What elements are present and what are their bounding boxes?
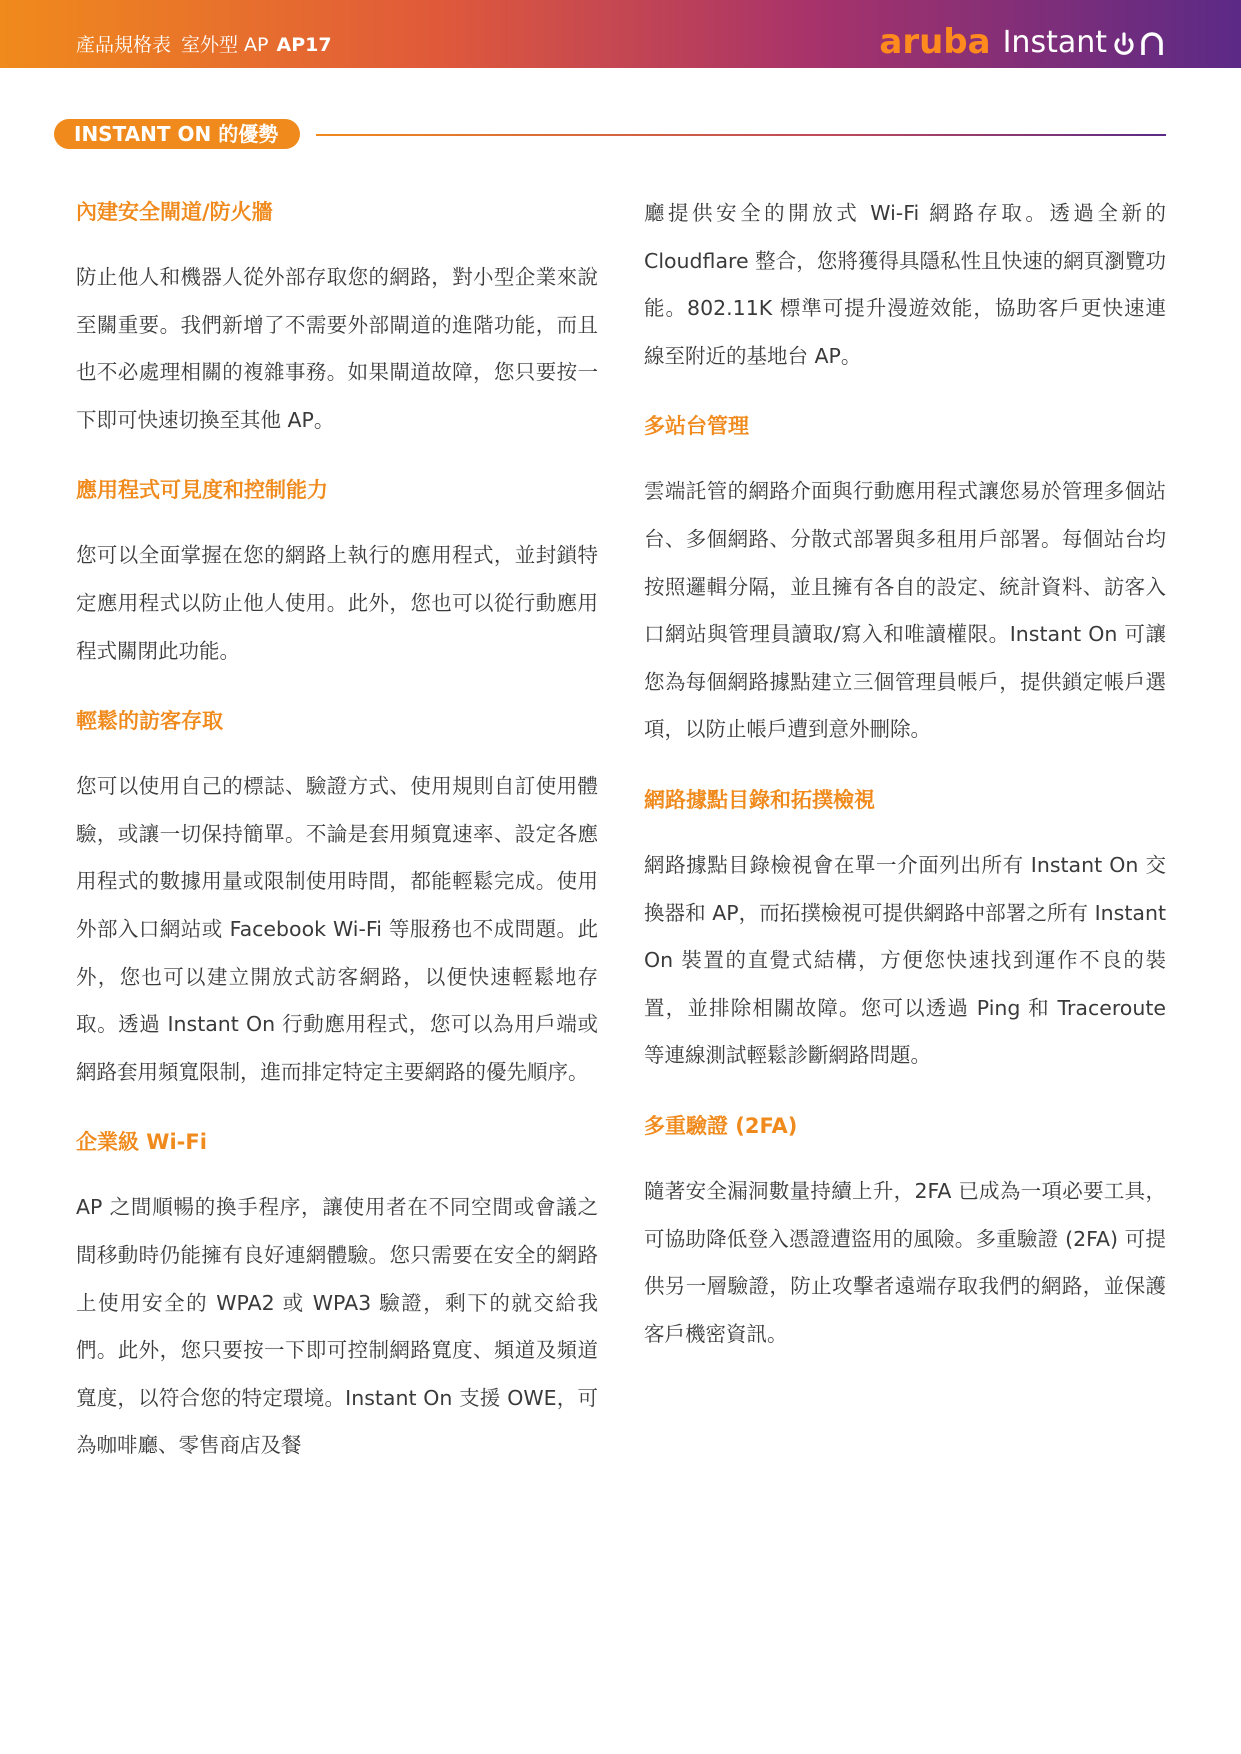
section-header bbox=[54, 119, 1166, 149]
right-column bbox=[644, 190, 1166, 1358]
header-title bbox=[76, 30, 332, 57]
power-on-icon bbox=[1111, 31, 1137, 57]
body-2fa: 隨著安全漏洞數量持續上升，2FA 已成為一項必要工具，可協助降低登入憑證遭盜用的風險。多重驗證 (2FA) 可提供另一層驗證，防止攻擊者遠端存取我們的網路，並保護客戶機密資訊。 bbox=[644, 1178, 1166, 1346]
aruba-wordmark: aruba bbox=[879, 22, 991, 62]
section-title: INSTANT ON 的優勢 bbox=[54, 119, 300, 149]
section-divider bbox=[316, 134, 1166, 136]
heading-secure-gateway: 內建安全閘道/防火牆 bbox=[76, 200, 273, 224]
body-guest-access: 您可以使用自己的標誌、驗證方式、使用規則自訂使用體驗，或讓一切保持簡單。不論是套用頻寬速率、設定各應用程式的數據用量或限制使用時間，都能輕鬆完成。使用外部入口網站或 Facebook Wi-Fi 等服務也不成問題。此外，您也可以建立開放式訪客網路，以便快速輕鬆地存取。透過 Instant On 行動應用程式，您可以為用戶端或網路套用頻寬限制，進而排定特定主要網路的優先順序。 bbox=[76, 774, 598, 1084]
body-secure-gateway: 防止他人和機器人從外部存取您的網路，對小型企業來說至關重要。我們新增了不需要外部閘道的進階功能，而且也不必處理相關的複雜事務。如果閘道故障，您只要按一下即可快速切換至其他 AP。 bbox=[76, 265, 598, 432]
body-app-visibility: 您可以全面掌握在您的網路上執行的應用程式，並封鎖特定應用程式以防止他人使用。此外，您也可以從行動應用程式關閉此功能。 bbox=[76, 543, 598, 663]
page-header bbox=[0, 0, 1241, 68]
body-multi-site: 雲端託管的網路介面與行動應用程式讓您易於管理多個站台、多個網路、分散式部署與多租用戶部署。每個站台均按照邏輯分隔，並且擁有各自的設定、統計資料、訪客入口網站與管理員讀取/寫入和唯讀權限。Instant On 可讓您為每個網路據點建立三個管理員帳戶，提供鎖定帳戶選項，以防止帳戶遭到意外刪除。 bbox=[644, 479, 1166, 742]
body-topology: 網路據點目錄檢視會在單一介面列出所有 Instant On 交換器和 AP，而拓撲檢視可提供網路中部署之所有 Instant On 裝置的直覺式結構，方便您快速找到運作不良的裝置，並排除相關故障。您可以透過 Ping 和 Traceroute 等連線測試輕鬆診斷網路問題。 bbox=[644, 852, 1166, 1068]
n-glyph-icon bbox=[1139, 31, 1165, 57]
heading-guest-access: 輕鬆的訪客存取 bbox=[76, 709, 223, 734]
model-label: AP17 bbox=[276, 34, 332, 56]
heading-topology: 網路據點目錄和拓撲檢視 bbox=[644, 787, 875, 812]
heading-2fa: 多重驗證 (2FA) bbox=[644, 1113, 798, 1138]
body-enterprise-wifi-cont: 廳提供安全的開放式 Wi-Fi 網路存取。透過全新的 Cloudflare 整合，您將獲得具隱私性且快速的網頁瀏覽功能。802.11K 標準可提升漫遊效能，協助客戶更快速連線至附近的基地台 AP。 bbox=[644, 201, 1166, 368]
doc-type-label: 產品規格表 bbox=[76, 34, 172, 56]
left-column bbox=[76, 192, 598, 1470]
heading-multi-site: 多站台管理 bbox=[644, 414, 749, 439]
instant-wordmark: Instant bbox=[1002, 24, 1107, 60]
brand-logo bbox=[879, 22, 1165, 62]
heading-app-visibility: 應用程式可見度和控制能力 bbox=[76, 478, 328, 503]
product-label: 室外型 AP bbox=[181, 34, 269, 56]
heading-enterprise-wifi: 企業級 Wi-Fi bbox=[76, 1130, 207, 1155]
body-enterprise-wifi: AP 之間順暢的換手程序，讓使用者在不同空間或會議之間移動時仍能擁有良好連網體驗。您只需要在安全的網路上使用安全的 WPA2 或 WPA3 驗證，剩下的就交給我們。此外，您只要按一下即可控制網路寬度、頻道及頻道寬度，以符合您的特定環境。Instant On 支援 OWE，可為咖啡廳、零售商店及餐 bbox=[76, 1195, 598, 1458]
